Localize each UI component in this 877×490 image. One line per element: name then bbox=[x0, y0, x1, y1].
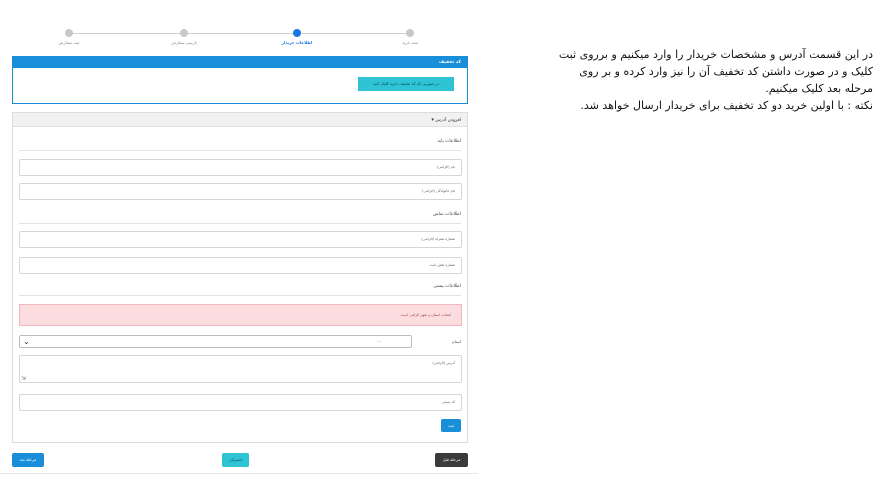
submit-address-button[interactable]: ثبت bbox=[441, 419, 461, 432]
address-textarea[interactable] bbox=[19, 355, 462, 383]
landline-placeholder: شماره تلفن ثابت bbox=[429, 263, 455, 267]
step-label-cart: سبد خرید bbox=[402, 40, 418, 45]
step-dot-buyer-info[interactable] bbox=[293, 29, 301, 37]
province-required-alert bbox=[19, 304, 462, 326]
instruction-note: نکته : با اولین خرید دو کد تخفیف برای خریدار ارسال خواهد شد. bbox=[580, 99, 873, 112]
first-name-placeholder: نام (الزامی) bbox=[436, 165, 455, 169]
last-name-field[interactable] bbox=[19, 183, 462, 200]
address-panel-title: افزودن آدرس bbox=[435, 118, 461, 123]
landline-field[interactable] bbox=[19, 257, 462, 274]
first-name-field[interactable] bbox=[19, 159, 462, 176]
step-label-submit-order: ثبت سفارش bbox=[58, 40, 80, 45]
previous-step-button[interactable]: مرحله قبل bbox=[435, 453, 468, 467]
resize-handle-icon[interactable]: ⇲ bbox=[21, 375, 27, 382]
chevron-down-icon: ▾ bbox=[431, 117, 434, 123]
cancel-button[interactable]: انصراف bbox=[222, 453, 249, 467]
apply-coupon-button[interactable]: در صورتی که کد تخفیف دارید کلیک کنید bbox=[358, 77, 454, 91]
checkout-stepper bbox=[0, 0, 480, 50]
step-label-review: بازبینی سفارش bbox=[171, 40, 197, 45]
coupon-panel bbox=[12, 56, 468, 104]
address-panel bbox=[12, 112, 468, 443]
contact-info-heading: اطلاعات تماس bbox=[433, 212, 461, 217]
province-select[interactable] bbox=[19, 335, 412, 348]
mobile-field[interactable] bbox=[19, 231, 462, 248]
postal-info-heading: اطلاعات پستی bbox=[433, 284, 461, 289]
section-divider bbox=[19, 295, 461, 296]
footer-divider bbox=[0, 473, 478, 474]
step-dot-cart[interactable] bbox=[406, 29, 414, 37]
postcode-placeholder: کد پستی bbox=[441, 400, 455, 404]
instruction-line: مرحله بعد کلیک میکنیم. bbox=[765, 82, 873, 95]
address-placeholder: آدرس (الزامی) bbox=[432, 361, 455, 365]
instruction-text bbox=[478, 46, 873, 114]
postcode-field[interactable] bbox=[19, 394, 462, 411]
step-dot-review[interactable] bbox=[180, 29, 188, 37]
next-step-button[interactable]: مرحله بعد bbox=[12, 453, 44, 467]
last-name-placeholder: نام خانوادگی (الزامی) bbox=[422, 189, 455, 193]
section-divider bbox=[19, 150, 461, 151]
instruction-line: کلیک و در صورت داشتن کد تخفیف آن را نیز وارد کرده و بر روی bbox=[579, 65, 873, 78]
coupon-panel-title: کد تخفیف bbox=[13, 57, 467, 68]
province-select-value: ... bbox=[377, 338, 381, 343]
alert-text: انتخاب استان و شهر الزامی است bbox=[400, 313, 451, 317]
chevron-down-icon: ⌄ bbox=[23, 337, 30, 346]
step-label-buyer-info: اطلاعات خریدار bbox=[281, 40, 313, 45]
stepper-line bbox=[68, 33, 410, 34]
instruction-line: در این قسمت آدرس و مشخصات خریدار را وارد میکنیم و برروی ثبت bbox=[558, 48, 873, 61]
mobile-placeholder: شماره همراه (الزامی) bbox=[421, 237, 455, 241]
province-label: استان bbox=[451, 339, 461, 344]
step-dot-submit-order[interactable] bbox=[65, 29, 73, 37]
address-panel-header[interactable] bbox=[13, 113, 467, 127]
basic-info-heading: اطلاعات پایه bbox=[437, 139, 461, 144]
section-divider bbox=[19, 223, 461, 224]
